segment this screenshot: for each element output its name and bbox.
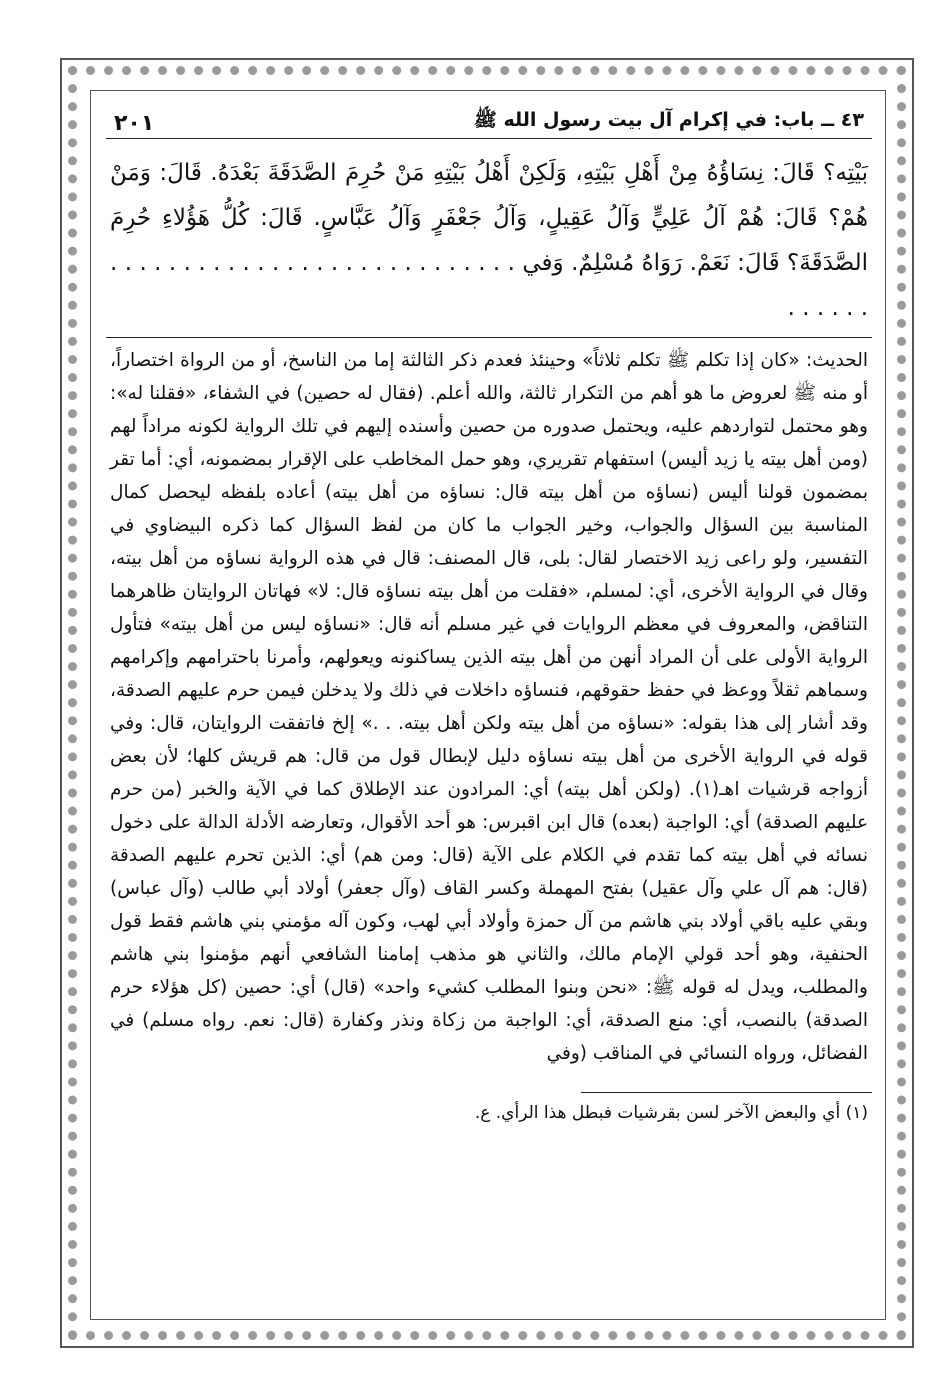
section-divider [106, 337, 872, 338]
hadith-text: بَيْتِه؟ قَالَ: نِسَاؤُهُ مِنْ أَهْلِ بَيْتِهِ، وَلَكِنْ أَهْلُ بَيْتِهِ مَنْ حُرِمَ الصَّدَقَةَ بَعْدَهُ. قَالَ: وَمَنْ هُمْ؟ قَالَ: هُمْ آلُ عَلِيٍّ وَآلُ عَقِيلٍ، وَآلُ جَعْفَرٍ وَآلُ عَبَّاسٍ. قَالَ: كُلُّ هَؤُلاءِ حُرِمَ الصَّدَقَةَ؟ قَالَ: نَعَمْ. رَوَاهُ مُسْلِمٌ. وَفي . . . . . . . . . . . . . . . . . . . . . . . . . . . . . . . . . . [110, 160, 868, 321]
commentary-text: الحديث: «كان إذا تكلم ﷺ تكلم ثلاثاً» وحينئذ فعدم ذكر الثالثة إما من الناسخ، أو من الرواة اختصاراً، أو منه ﷺ لعروض ما هو أهم من التكرار ثالثة، والله أعلم. (فقال له حصين) في الشفاء، «فقلنا له»: وهو محتمل لتواردهم عليه، ويحتمل صدوره من حصين وأسنده إليهم في تلك الرواية لكونه مراداً لهم (ومن أهل بيته يا زيد أليس) استفهام تقريري، وهو حمل المخاطب على الإقرار بمضمونه، أي: أما تقر بمضمون قولنا أليس (نساؤه من أهل بيته قال: نساؤه من أهل بيته) أعاده بلفظه ليحصل كمال المناسبة بين السؤال والجواب، وخير الجواب ما كان من لفظ السؤال كما ذكره البيضاوي في التفسير، ولو راعى زيد الاختصار لقال: بلى، قال المصنف: قال في هذه الرواية نساؤه من أهل بيته، وقال في الرواية الأخرى، أي: لمسلم، «فقلت من أهل بيته نساؤه قال: لا» فهاتان الروايتان ظاهرهما التناقض، والمعروف في معظم الروايات في غير مسلم أنه قال: «نساؤه ليس من أهل بيته» فتأول الرواية الأولى على أن المراد أنهن من أهل بيته الذين يساكنونه ويعولهم، وأمرنا باحترامهم وإكرامهم وسماهم ثقلاً ووعظ في حفظ حقوقهم، فنساؤه داخلات في ذلك ولا يدخلن فيمن حرم عليهم الصدقة، وقد أشار إلى هذا بقوله: «نساؤه من أهل بيته ولكن أهل بيته. . .» إلخ فاتفقت الروايتان، قال: وفي قوله في الرواية الأخرى من أهل بيته نساؤه دليل لإبطال قول من قال: هم قريش كلها؛ لأن بعض أزواجه قرشيات اهـ(١). (ولكن أهل بيته) أي: المرادون عند الإطلاق كما في الآية والخبر (من حرم عليهم الصدقة) أي: الواجبة (بعده) قال ابن اقبرس: هو أحد الأقوال، وتعارضه الأدلة الدالة على دخول نسائه في أهل بيته كما تقدم في الكلام على الآية (قال: ومن هم) أي: الذين تحرم عليهم الصدقة (قال: هم آل علي وآل عقيل) بفتح المهملة وكسر القاف (وآل جعفر) أولاد أبي طالب (وآل عباس) وبقي عليه باقي أولاد بني هاشم من آل حمزة وأولاد أبي لهب، وكون آله مؤمني بني هاشم فقط قول الحنفية، وهو أحد قولي الإمام مالك، والثاني هو مذهب إمامنا الشافعي أنهم مؤمنوا بني هاشم والمطلب، ويدل له قوله ﷺ: «نحن وبنوا المطلب كشيء واحد» (قال) أي: حصين (كل هؤلاء حرم الصدقة) بالنصب، أي: منع الصدقة، أي: الواجبة من زكاة ونذر وكفارة (قال: نعم. رواه مسلم) في الفضائل، ورواه النسائي في المناقب (وفي [110, 350, 868, 1064]
footnote-divider [581, 1092, 872, 1093]
footnote [106, 1099, 872, 1127]
page-content [106, 96, 872, 1306]
commentary-section [106, 344, 872, 1070]
footnote-text: (١) أي والبعض الآخر لسن بقرشيات فبطل هذا الرأي. ع. [474, 1103, 868, 1123]
page-number: ٢٠١ [114, 111, 155, 136]
hadith-text-section [106, 151, 872, 331]
chapter-title: ٤٣ ــ باب: في إكرام آل بيت رسول الله ﷺ [473, 109, 864, 131]
running-header [106, 96, 872, 139]
